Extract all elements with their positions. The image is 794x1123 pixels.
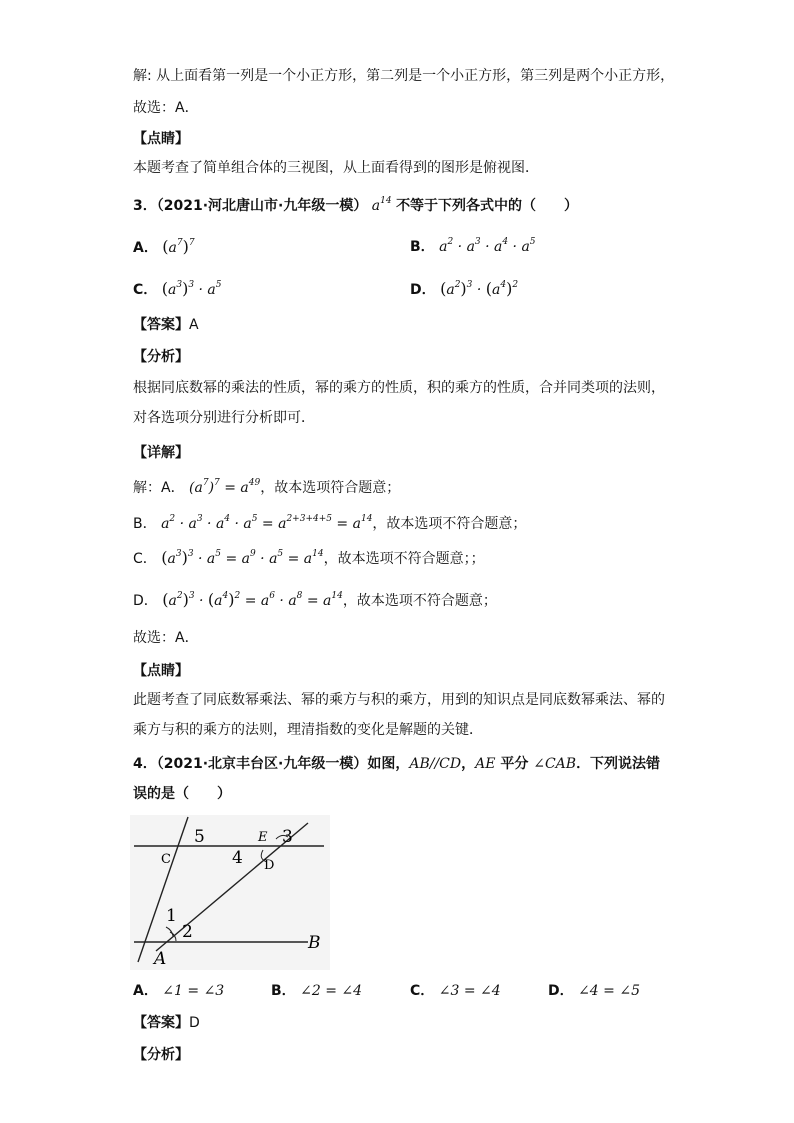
q4-option-b-math: ∠2 = ∠4: [300, 983, 363, 999]
q4-option-a-label: A．: [133, 983, 158, 999]
q3-fenxi-line1: 根据同底数幂的乘法的性质，幂的乘方的性质，积的乘方的性质，合并同类项的法则，: [133, 380, 665, 396]
q3-option-b: B． $a^2 \cdot a^3 \cdot a^4 \cdot a^5$: [410, 237, 536, 255]
q3-detail-a: 解：A． $(a^7)^7 = a^{49}$，故本选项符合题意；: [133, 478, 401, 496]
q3-option-d-label: D．: [410, 282, 436, 298]
q4-option-d-math: ∠4 = ∠5: [578, 983, 640, 999]
q3-stem-prefix: 3．（2021·河北唐山市·九年级一模）: [133, 198, 368, 214]
q3-choose: 故选：A．: [133, 630, 199, 646]
label-c: C: [161, 852, 171, 867]
q3-option-a-label: A．: [133, 240, 158, 256]
detail-c-prefix: C．: [133, 551, 157, 567]
q3-dianjing-tag: 【点睛】: [133, 662, 189, 678]
label-a: A: [154, 949, 167, 969]
q4-stem-comma: ，: [461, 756, 476, 772]
q4-stem-ae: AE: [475, 756, 496, 772]
q4-answer-value: D: [189, 1015, 200, 1031]
q4-fenxi-tag: 【分析】: [133, 1046, 189, 1062]
q4-option-a: [133, 980, 224, 1002]
q4-answer: [133, 1012, 200, 1033]
q3-stem-math: $a^{14}$: [371, 196, 392, 214]
q3-option-c: C． $(a^3)^3 \cdot a^5$: [133, 279, 222, 298]
label-2: 2: [182, 922, 193, 942]
q4-geometry-figure: [130, 815, 330, 970]
q4-stem-suffix: ．下列说法错: [576, 756, 661, 772]
label-5: 5: [194, 827, 205, 847]
label-e: E: [258, 830, 268, 845]
detail-a-prefix: 解：A．: [133, 480, 185, 496]
q3-detail-c: C． $(a^3)^3 \cdot a^5 = a^9 \cdot a^5 = a^{14}$，故本选项不符合题意；；: [133, 548, 485, 567]
q3-stem: [133, 196, 578, 216]
q4-answer-tag: 【答案】: [133, 1014, 189, 1030]
q4-stem: [133, 754, 660, 774]
q4-option-c-math: ∠3 = ∠4: [438, 983, 501, 999]
detail-a-suffix: ，故本选项符合题意；: [260, 480, 401, 496]
dianjing-text: 本题考查了简单组合体的三视图，从上面看得到的图形是俯视图．: [133, 160, 539, 176]
q3-option-c-label: C．: [133, 282, 158, 298]
q3-dianjing-line1: 此题考查了同底数幂乘法、幂的乘方与积的乘方，用到的知识点是同底数幂乘法、幂的: [133, 692, 665, 708]
detail-d-prefix: D．: [133, 593, 158, 609]
q3-answer: [133, 314, 199, 335]
label-4: 4: [232, 848, 243, 868]
q4-option-b: [271, 980, 362, 1002]
q3-stem-suffix: 不等于下列各式中的（ ）: [396, 198, 579, 214]
label-d: D: [264, 858, 275, 873]
q3-detail-d: D． $(a^2)^3 \cdot (a^4)^2 = a^6 \cdot a^8 = a^{14}$，故本选项不符合题意；: [133, 590, 497, 609]
detail-c-suffix: ，故本选项不符合题意；；: [323, 551, 485, 567]
q3-option-b-label: B．: [410, 239, 435, 255]
q4-stem-bisect: 平分: [495, 756, 534, 772]
q3-fenxi-line2: 对各选项分别进行分析即可．: [133, 410, 315, 426]
q4-option-d-label: D．: [548, 983, 574, 999]
q3-option-d: D． $(a^2)^3 \cdot (a^4)^2$: [410, 279, 519, 298]
detail-b-prefix: B．: [133, 516, 157, 532]
q4-stem-parallel: AB//CD: [409, 756, 462, 772]
q4-stem-line2: 误的是（ ）: [133, 786, 231, 802]
solution-line: 解: 从上面看第一列是一个小正方形，第二列是一个小正方形，第三列是两个小正方形，: [133, 68, 675, 84]
dianjing-tag: 【点睛】: [133, 130, 189, 146]
label-3: 3: [282, 827, 293, 847]
q4-option-c: [410, 980, 501, 1002]
label-1: 1: [166, 906, 177, 926]
q4-option-b-label: B．: [271, 983, 296, 999]
q3-answer-value: A: [189, 317, 199, 333]
q3-xiangjie-tag: 【详解】: [133, 444, 189, 460]
q4-option-d: [548, 980, 640, 1002]
detail-b-suffix: ，故本选项不符合题意；: [372, 516, 527, 532]
q3-detail-b: B． $a^2 \cdot a^3 \cdot a^4 \cdot a^5 = a^{2+3+4+5} = a^{14}$，故本选项不符合题意；: [133, 514, 527, 532]
q4-option-a-math: ∠1 = ∠3: [162, 983, 225, 999]
q4-option-c-label: C．: [410, 983, 435, 999]
q3-answer-tag: 【答案】: [133, 316, 189, 332]
detail-d-suffix: ，故本选项不符合题意；: [342, 593, 497, 609]
q4-stem-angle: ∠CAB: [533, 756, 577, 772]
q4-stem-prefix: 4．（2021·北京丰台区·九年级一模）如图，: [133, 756, 410, 772]
q3-dianjing-line2: 乘方与积的乘方的法则，理清指数的变化是解题的关键．: [133, 722, 483, 738]
label-b: B: [308, 933, 321, 953]
choose-line: 故选：A．: [133, 100, 199, 116]
q3-fenxi-tag: 【分析】: [133, 348, 189, 364]
q3-option-a: A． $(a^7)^7$: [133, 237, 195, 256]
